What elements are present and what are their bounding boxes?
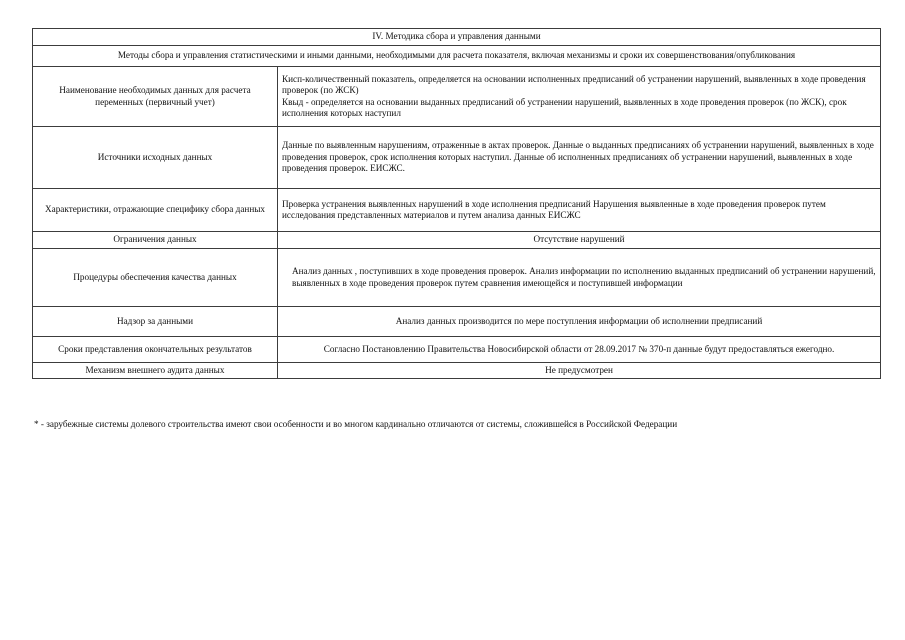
row-label-primary-data: Наименование необходимых данных для расчета переменных (первичный учет)	[33, 67, 278, 127]
row-value-external-audit: Не предусмотрен	[278, 363, 881, 379]
row-value-data-sources: Данные по выявленным нарушениям, отраженные в актах проверок. Данные о выданных предписаниях об устранении нарушений, выявленных в ходе проведения проверок, срок исполнения которых наступил. Данные об исполненных предписаниях об устранении нарушений, выявленных в ходе проведения проверок. ЕИСЖС.	[278, 127, 881, 189]
row-label-external-audit: Механизм внешнего аудита данных	[33, 363, 278, 379]
section-title-row	[33, 29, 881, 46]
section-subtitle: Методы сбора и управления статистическими и иными данными, необходимыми для расчета показателя, включая механизмы и сроки их совершенствования/опубликования	[33, 46, 881, 67]
table-row	[33, 249, 881, 307]
footnote: * - зарубежные системы долевого строительства имеют свои особенности и во многом кардинально отличаются от системы, сложившейся в Российской Федерации	[34, 419, 678, 429]
row-value-line: Квыд - определяется на основании выданных предписаний об устранении нарушений, выявленных в ходе проведения проверок (по ЖСК), срок исполнения которых наступил	[282, 96, 847, 118]
row-value-collection-specifics: Проверка устранения выявленных нарушений в ходе исполнения предписаний Нарушения выявленные в ходе проведения проверок путем исследования представленных материалов и путем анализа данных ЕИСЖС	[278, 189, 881, 232]
section-title: IV. Методика сбора и управления данными	[33, 29, 881, 46]
row-label-collection-specifics: Характеристики, отражающие специфику сбора данных	[33, 189, 278, 232]
table-row	[33, 189, 881, 232]
row-value-line: Кисп-количественный показатель, определяется на основании исполненных предписаний об устранении нарушений, выявленных в ходе проведения проверок (по ЖСК)	[282, 73, 866, 95]
row-value-data-limitations: Отсутствие нарушений	[278, 232, 881, 249]
table-row	[33, 337, 881, 363]
row-value-quality-procedures: Анализ данных , поступивших в ходе проведения проверок. Анализ информации по исполнению выданных предписаний об устранении нарушений, выявленных в ходе проведения проверок путем сравнения имеющейся и поступившей информации	[278, 249, 881, 307]
table-row	[33, 127, 881, 189]
row-label-quality-procedures: Процедуры обеспечения качества данных	[33, 249, 278, 307]
row-value-result-deadlines: Согласно Постановлению Правительства Новосибирской области от 28.09.2017 № 370-п данные будут предоставляться ежегодно.	[278, 337, 881, 363]
row-value-primary-data	[278, 67, 881, 127]
row-value-data-supervision: Анализ данных производится по мере поступления информации об исполнении предписаний	[278, 307, 881, 337]
row-label-data-sources: Источники исходных данных	[33, 127, 278, 189]
row-label-data-limitations: Ограничения данных	[33, 232, 278, 249]
table-row	[33, 363, 881, 379]
row-label-data-supervision: Надзор за данными	[33, 307, 278, 337]
row-label-result-deadlines: Сроки представления окончательных результатов	[33, 337, 278, 363]
table-row	[33, 232, 881, 249]
table-row	[33, 67, 881, 127]
table-row	[33, 307, 881, 337]
section-subtitle-row	[33, 46, 881, 67]
methodology-table	[32, 28, 881, 379]
